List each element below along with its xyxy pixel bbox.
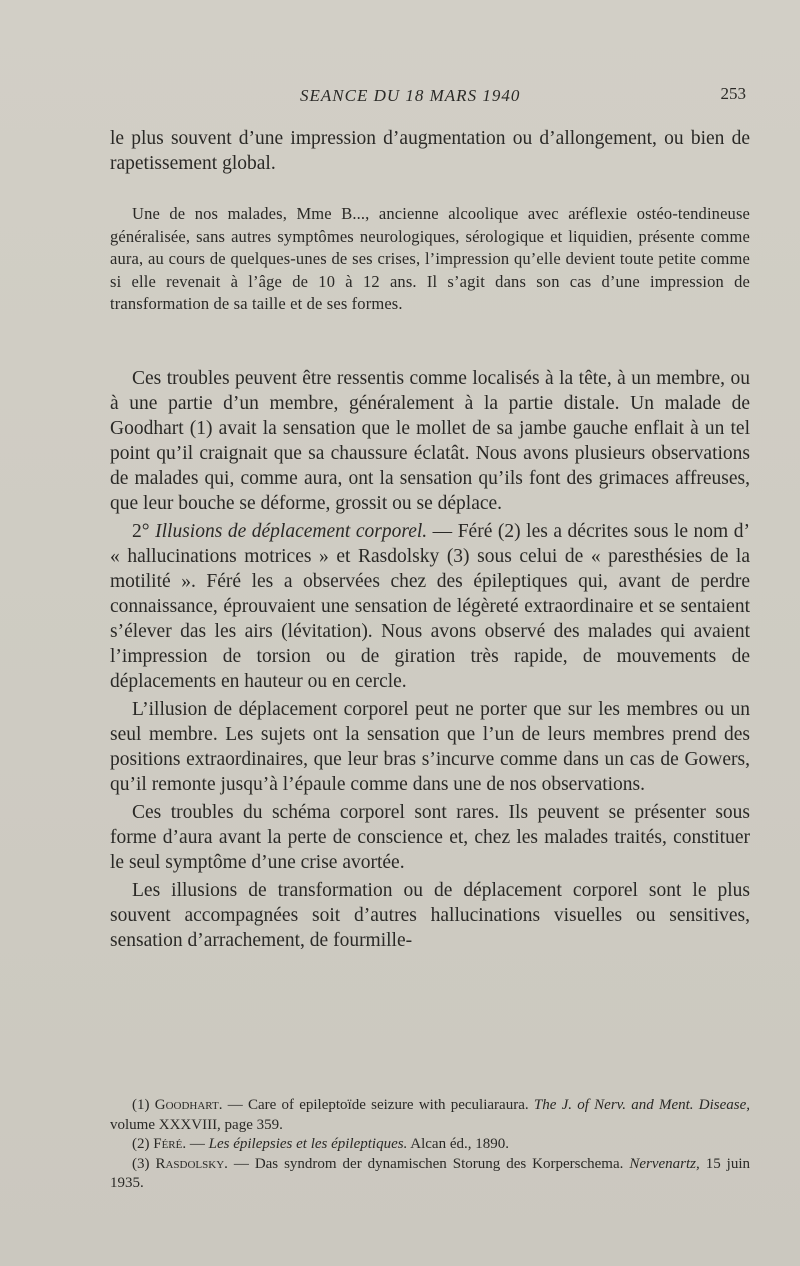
running-title: SEANCE DU 18 MARS 1940 [300,86,521,105]
paragraph-7: Les illusions de transformation ou de déplacement corporel sont le plus souvent accompagnées soit d’autres hallucinations visuelles ou sensitives, sensation d’arrachement, de fourmille- [110,880,750,951]
footnote-author: Féré. [153,1136,187,1152]
section-heading: Illusions de déplacement corporel. [155,521,428,542]
footnotes [110,1096,750,1194]
paragraph-case-report: Une de nos malades, Mme B..., ancienne alcoolique avec aréflexie ostéo-tendineuse généralisée, sans autres symptômes neurologiques, sérologique et liquidien, présente comme aura, au cours de quelques-unes de ses crises, l’impression qu’elle devient toute petite comme si elle revenait à l’âge de 10 à 12 ans. Il s’agit dans son cas d’une impression de transformation de sa taille et de ses formes. [110,204,750,314]
footnote-3: (3) Rasdolsky. — Das syndrom der dynamischen Storung des Korperschema. Nervenartz, 15 juin 1935. [110,1155,751,1191]
paragraph-continuation [110,126,750,176]
paragraph-4 [110,519,750,694]
page-number: 253 [720,84,746,103]
main-text [110,366,750,953]
paragraph-6: Ces troubles du schéma corporel sont rares. Ils peuvent se présenter sous forme d’aura avant la perte de conscience et, chez les malades traités, constituer le seul symptôme d’une crise avortée. [110,802,750,873]
case-report [110,203,750,316]
footnote-author: Rasdolsky. [155,1155,228,1172]
paragraph-4-text: — Féré (2) les a décrites sous le nom d’ « hallucinations motrices » et Rasdolsky (3) sous celui de « paresthésies de la motilité ». Féré les a observées chez des épileptiques qui, avant de perdre connaissance, éprouvaient une sensation de légèreté extraordinaire et se sentaient s’élever das les airs (lévitation). Nous avons observé des malades qui avaient l’impression de torsion ou de giration très rapide, de mouvements de déplacements en hauteur ou en cercle. [110,521,750,692]
footnote-1: (1) Goodhart. — Care of epileptoïde seizure with peculiaraura. The J. of Nerv. and Ment. Disease, volume XXXVIII, page 359. [110,1097,750,1133]
paragraph-3: Ces troubles peuvent être ressentis comme localisés à la tête, à un membre, ou à une partie d’un membre, généralement à la partie distale. Un malade de Goodhart (1) avait la sensation que le mollet de sa jambe gauche enflait à un tel point qu’il craignait que sa chaussure éclatât. Nous avons plusieurs observations de malades qui, comme aura, ont la sensation qu’ils font des grimaces affreuses, que leur bouche se déforme, grossit ou se déplace. [110,368,750,514]
footnote-2: (2) Féré. — Les épilepsies et les épileptiques. Alcan éd., 1890. [132,1136,509,1152]
page-header [110,84,750,110]
footnote-author: Goodhart. [154,1097,223,1113]
paragraph-1: le plus souvent d’une impression d’augmentation ou d’allongement, ou bien de rapetissement global. [110,128,750,174]
paragraph-5: L’illusion de déplacement corporel peut ne porter que sur les membres ou un seul membre. Les sujets ont la sensation que l’un de leurs membres prend des positions extraordinaires, que leur bras s’incurve comme dans un cas de Gowers, qu’il remonte jusqu’à l’épaule comme dans une de nos observations. [110,699,750,795]
section-number: 2° [132,521,150,542]
